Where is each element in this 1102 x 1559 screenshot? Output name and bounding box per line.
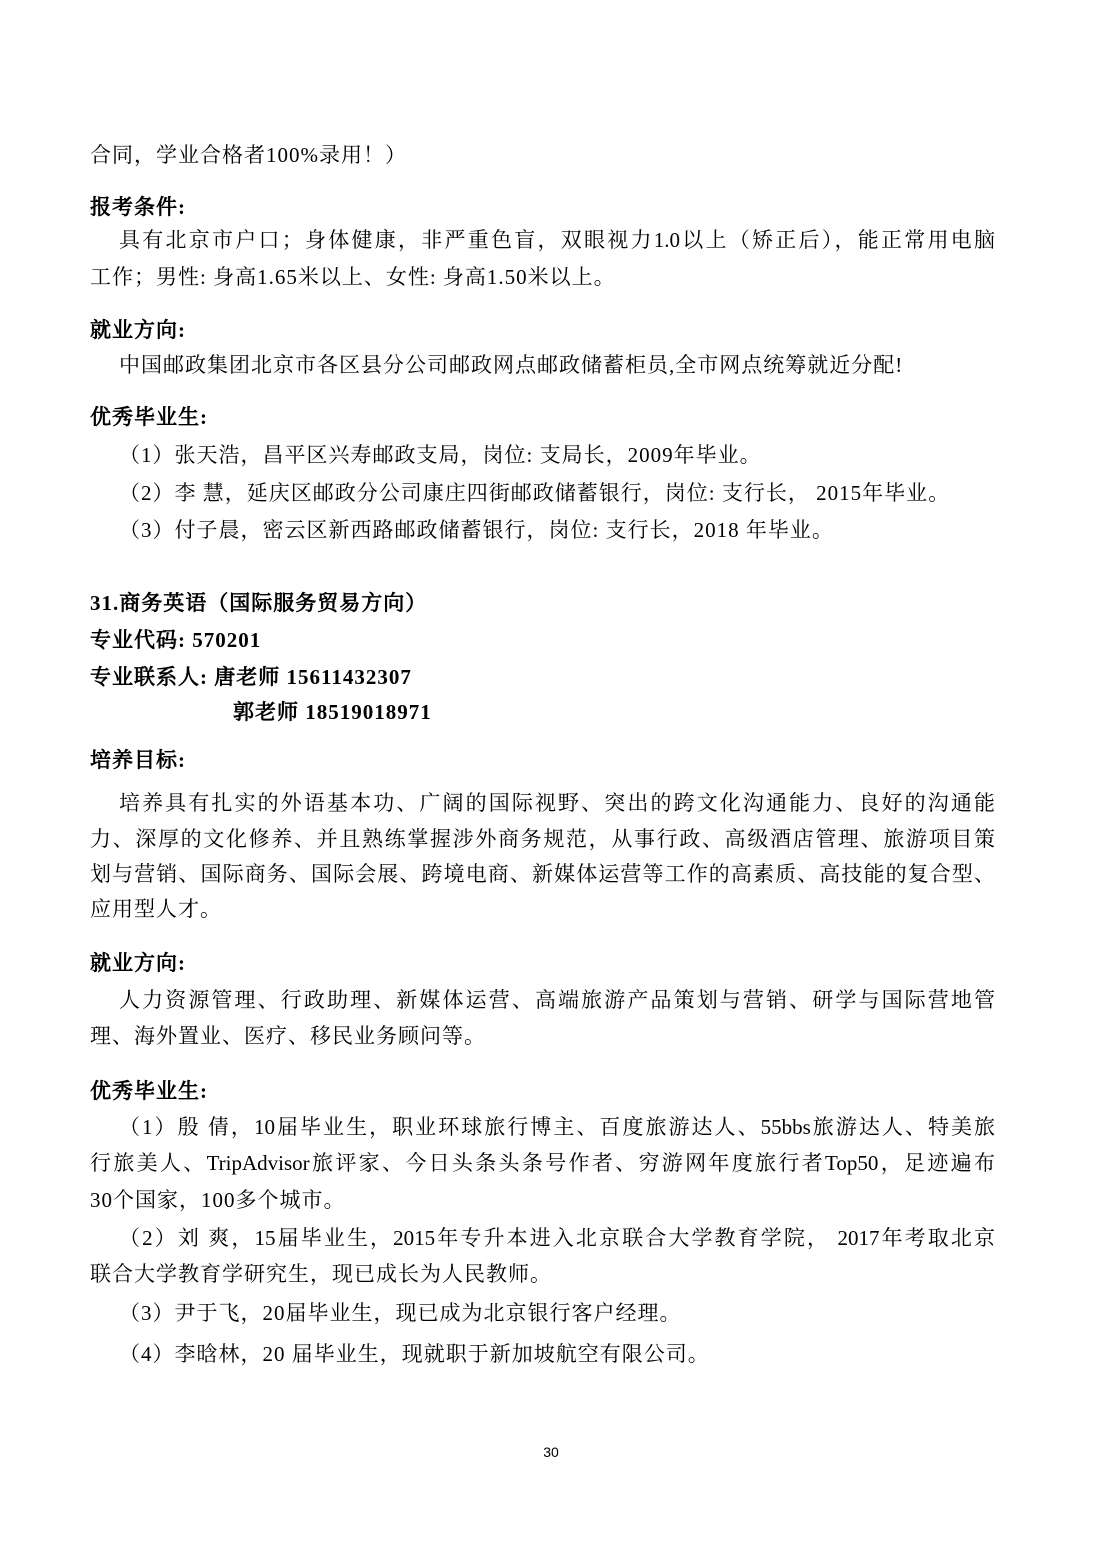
objectives-line-1: 培养具有扎实的外语基本功、广阔的国际视野、突出的跨文化沟通能力、良好的沟通能 — [119, 791, 995, 815]
graduate-item: （3）付子晨，密云区新西路邮政储蓄银行，岗位: 支行长，2018 年毕业。 — [119, 518, 834, 542]
objectives-line-3: 划与营销、国际商务、国际会展、跨境电商、新媒体运营等工作的高素质、高技能的复合型、 — [90, 862, 995, 886]
section-31-title: 31.商务英语（国际服务贸易方向） — [90, 591, 428, 615]
major-contact-line-2: 郭老师 18519018971 — [233, 700, 432, 724]
graduate-item: （2）李 慧，延庆区邮政分公司康庄四街邮政储蓄银行，岗位: 支行长， 2015年毕业。 — [119, 481, 951, 505]
page-number: 30 — [543, 1444, 559, 1460]
heading-application-requirements: 报考条件: — [90, 195, 186, 219]
heading-training-objectives: 培养目标: — [90, 748, 186, 772]
heading-employment-direction-1: 就业方向: — [90, 318, 186, 342]
heading-outstanding-graduates-1: 优秀毕业生: — [90, 405, 208, 429]
graduate-item: （1）张天浩，昌平区兴寿邮政支局，岗位: 支局长，2009年毕业。 — [119, 443, 762, 467]
major-contact-line-1: 专业联系人: 唐老师 15611432307 — [90, 665, 412, 689]
graduate-item-line: （1）殷 倩，10届毕业生，职业环球旅行博主、百度旅游达人、55bbs旅游达人、特美旅 — [119, 1115, 995, 1139]
graduate-item-line: 30个国家，100多个城市。 — [90, 1188, 346, 1212]
graduate-item-line: 联合大学教育学研究生，现已成长为人民教师。 — [90, 1262, 552, 1286]
requirements-line-2: 工作；男性: 身高1.65米以上、女性: 身高1.50米以上。 — [90, 265, 616, 289]
paragraph-continuation-line: 合同，学业合格者100%录用！） — [90, 143, 407, 167]
graduate-item-line: （3）尹于飞，20届毕业生，现已成为北京银行客户经理。 — [119, 1301, 682, 1325]
graduate-item-line: （4）李晗林，20 届毕业生，现就职于新加坡航空有限公司。 — [119, 1342, 710, 1366]
objectives-line-4: 应用型人才。 — [90, 897, 222, 921]
graduate-item-line: （2）刘 爽，15届毕业生，2015年专升本进入北京联合大学教育学院， 2017年考取北京 — [119, 1226, 995, 1250]
employment-direction-2-line-2: 理、海外置业、医疗、移民业务顾问等。 — [90, 1024, 486, 1048]
employment-direction-2-line-1: 人力资源管理、行政助理、新媒体运营、高端旅游产品策划与营销、研学与国际营地管 — [119, 988, 995, 1012]
major-code-line: 专业代码: 570201 — [90, 628, 262, 652]
heading-outstanding-graduates-2: 优秀毕业生: — [90, 1079, 208, 1103]
requirements-line-1: 具有北京市户口；身体健康，非严重色盲，双眼视力1.0以上（矫正后），能正常用电脑 — [119, 228, 995, 252]
graduate-item-line: 行旅美人、TripAdvisor旅评家、今日头条头条号作者、穷游网年度旅行者Top50，足迹遍布 — [90, 1151, 995, 1175]
heading-employment-direction-2: 就业方向: — [90, 951, 186, 975]
employment-direction-1-line: 中国邮政集团北京市各区县分公司邮政网点邮政储蓄柜员,全市网点统筹就近分配! — [119, 353, 904, 377]
objectives-line-2: 力、深厚的文化修养、并且熟练掌握涉外商务规范，从事行政、高级酒店管理、旅游项目策 — [90, 827, 995, 851]
